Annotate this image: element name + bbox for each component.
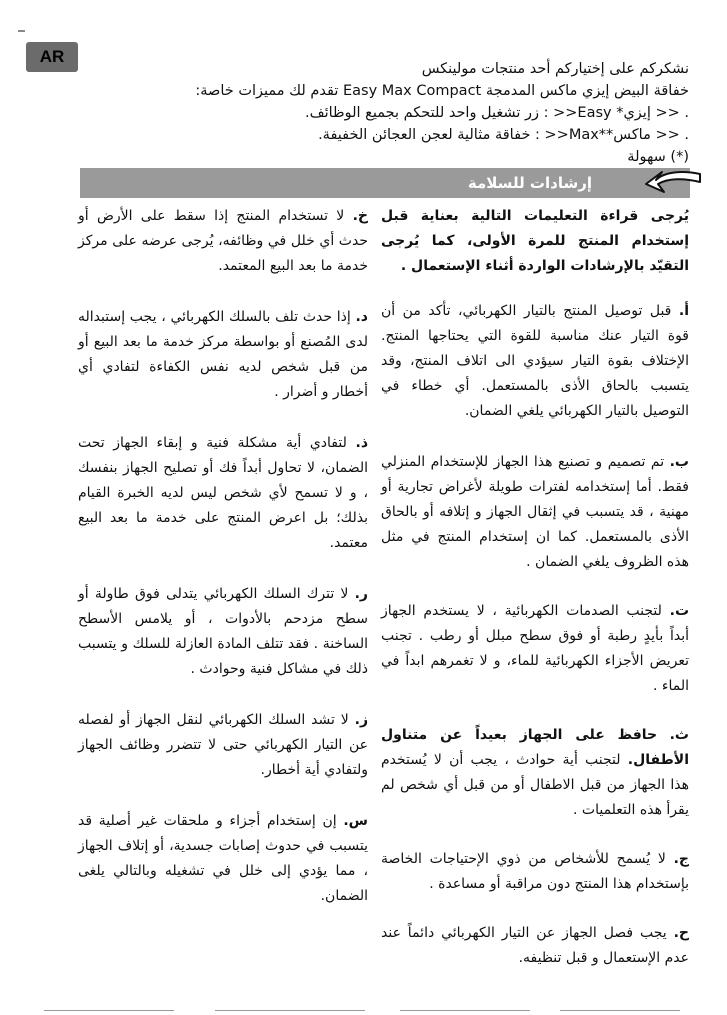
section-banner	[80, 168, 690, 198]
safety-item	[381, 599, 689, 699]
item-label: ح.	[673, 925, 689, 941]
item-label: ث.	[669, 727, 689, 743]
item-text: إذا حدث تلف بالسلك الكهربائي ، يجب إستبداله لدى المُصنع أو بواسطة مركز خدمة ما بعد البيع أو من قبل شخص لديه نفس الكفاءة لتفادي أي أخطار و أضرار .	[78, 309, 368, 400]
section-title: إرشادات للسلامة	[467, 174, 592, 192]
safety-item	[78, 809, 368, 909]
intro-line: خفاقة البيض إيزي ماكس المدمجة Easy Max Compact تقدم لك مميزات خاصة:	[195, 83, 689, 99]
item-label: ب.	[669, 454, 689, 470]
safety-item	[381, 847, 689, 897]
safety-item	[78, 431, 368, 556]
safety-item	[381, 921, 689, 971]
item-label: ر.	[354, 586, 368, 602]
footer-rule	[560, 1010, 680, 1011]
item-text: لتجنب الصدمات الكهربائية ، لا يستخدم الجهاز أبداً بأيدٍ رطبة أو فوق سطح مبلل أو رطب . تجنب تعريض الأجزاء الكهربائية للماء، و لا تغمرهم ابداً في الماء .	[381, 603, 689, 694]
intro-line: نشكركم على إختياركم أحد منتجات مولينكس	[421, 61, 689, 77]
item-label: ذ.	[355, 435, 369, 451]
item-label: ت.	[669, 603, 690, 619]
item-label: س.	[343, 813, 368, 829]
item-label: ز.	[354, 712, 369, 728]
item-text: لا تترك السلك الكهربائي يتدلى فوق طاولة أو سطح مزدحم بالأدوات ، أو يلامس الأسطح الساخنة . فقد تتلف المادة العازلة للسلك و يتسبب ذلك في مشاكل فنية وحوادث .	[78, 586, 368, 677]
item-text: يُرجى قراءة التعليمات التالية بعناية قبل إستخدام المنتج للمرة الأولى، كما يُرجى التقيّد بالإرشادات الواردة أثناء الإستعمال .	[381, 208, 689, 274]
intro-text	[89, 58, 689, 168]
intro-line: (*) سهولة	[627, 149, 689, 165]
safety-item	[78, 582, 368, 682]
item-label: د.	[355, 309, 368, 325]
footer-rule	[215, 1010, 365, 1011]
item-label: خ.	[352, 208, 368, 224]
item-text: إن إستخدام أجزاء و ملحقات غير أصلية قد يتسبب في حدوث إصابات جسدية، أو إتلاف الجهاز ، مما يؤدي إلى خلل في تشغيله وبالتالي يلغى الضمان.	[78, 813, 368, 904]
safety-item	[78, 708, 368, 783]
safety-item	[381, 299, 689, 424]
margin-mark	[18, 30, 25, 32]
arrow-icon	[642, 164, 704, 202]
footer-rule	[44, 1010, 174, 1011]
item-text: لتجنب أية حوادث ، يجب أن لا يُستخدم هذا الجهاز من قبل الاطفال أو من قبل أي شخص لم يقرأ هذه التعلميات .	[381, 752, 689, 818]
language-badge: AR	[26, 42, 78, 72]
footer-rule	[400, 1010, 530, 1011]
item-text: قبل توصيل المنتج بالتيار الكهربائي، تأكد من أن قوة التيار عنك مناسبة للقوة التي يحتاجها المنتج. الإختلاف بقوة التيار سيؤدي الى اتلاف المنتج، وقد يتسبب بالحاق الأذى بالمستعمل. أي خطاء في التوصيل بالتيار الكهربائي يلغي الضمان.	[381, 303, 689, 419]
intro-line: . << ماكس**Max<< : خفاقة مثالية لعجن العجائن الخفيفة.	[318, 127, 689, 143]
item-text: تم تصميم و تصنيع هذا الجهاز للإستخدام المنزلي فقط. أما إستخدامه لفترات طويلة لأغراض تجارية أو مهنية ، قد يتسبب في إثقال الجهاز و إتلافه أو بالحاق الأذى بالمستعمل. كما ان إستخدام المنتج في مثل هذه الظروف يلغي الضمان .	[381, 454, 689, 570]
safety-item	[381, 723, 689, 823]
safety-item	[78, 305, 368, 405]
right-column	[381, 204, 689, 971]
item-lead: حافظ على الجهاز بعيداً عن متناول الأطفال.	[381, 727, 690, 768]
item-text: لا تستخدام المنتج إذا سقط على الأرض أو حدث أي خلل في وظائفه، يُرجى عرضه على مركز خدمة ما بعد البيع المعتمد.	[78, 208, 368, 274]
item-text: لتفادي أية مشكلة فنية و إبقاء الجهاز تحت الضمان، لا تحاول أبداً فك أو تصليح الجهاز بنفسك ، و لا تسمح لأي شخص ليس لديه الخبرة القيام بذلك؛ بل اعرض المنتج على خدمة ما بعد البيع معتمد.	[78, 435, 368, 551]
safety-item	[78, 204, 368, 279]
safety-intro	[381, 204, 689, 279]
item-text: لا يُسمح للأشخاص من ذوي الإحتياجات الخاصة بإستخدام هذا المنتج دون مراقبة أو مساعدة .	[381, 851, 689, 892]
safety-item	[381, 450, 689, 575]
item-text: يجب فصل الجهاز عن التيار الكهربائي دائماً عند عدم الإستعمال و قبل تنظيفه.	[381, 925, 689, 966]
item-label: ج.	[673, 851, 689, 867]
item-text: لا تشد السلك الكهربائي لنقل الجهاز أو لفصله عن التيار الكهربائي حتى لا تتضرر وظائف الجهاز ولتفادي أية أخطار.	[78, 712, 368, 778]
item-label: أ.	[678, 303, 690, 319]
intro-line: . << إيزي* Easy<< : زر تشغيل واحد للتحكم بجميع الوظائف.	[304, 105, 689, 121]
left-column	[78, 204, 368, 909]
